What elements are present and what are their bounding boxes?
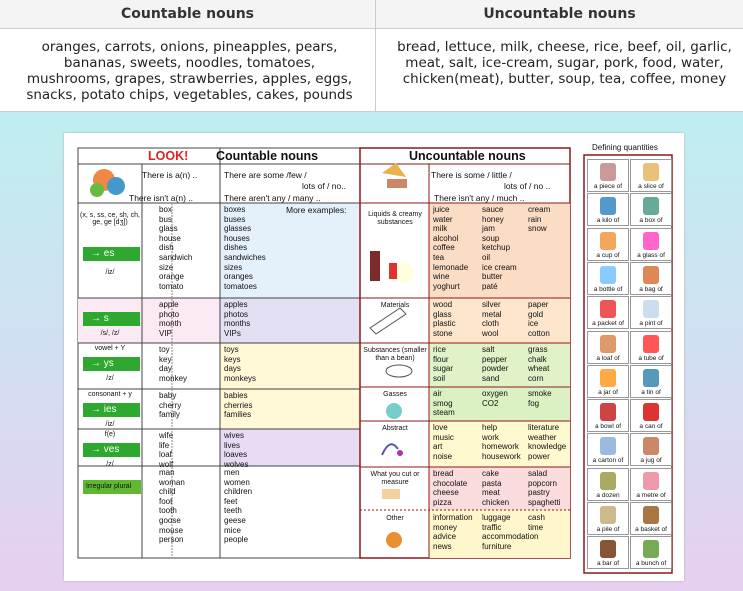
quantity-label: a slice of — [638, 183, 664, 190]
cake-picture — [382, 489, 400, 499]
category-label: Substances (smaller than a bean) — [363, 347, 427, 362]
example-col-1: information money advice news — [433, 513, 473, 551]
example-col-3: paper gold ice cotton — [528, 300, 550, 338]
quantity-label: a jug of — [640, 457, 662, 465]
quantity-icon — [600, 197, 616, 215]
singular-list: wife life loaf wolf — [159, 431, 174, 469]
quantity-icon — [643, 403, 659, 421]
example-col-2: silver metal cloth wool — [482, 300, 502, 338]
quantity-icon — [600, 335, 616, 353]
quantity-label: a packet of — [592, 320, 624, 328]
countable-list: oranges, carrots, onions, pineapples, pears, bananas, sweets, noodles, tomatoes, mushrooms, grapes, strawberries, apples, eggs, snacks, potato chips, vegetables, cakes, pounds — [26, 39, 353, 103]
plural-list: men women children feet teeth geese mice people — [224, 468, 253, 545]
quantity-icon — [600, 300, 616, 318]
money-picture — [386, 532, 402, 548]
quantity-cell — [587, 228, 629, 261]
c-lots: lots of / no.. — [302, 181, 346, 191]
plural-list: wives lives loaves wolves — [224, 431, 249, 469]
quantity-label: a basket of — [635, 526, 667, 533]
rule-tag: → ves — [83, 443, 140, 457]
quantity-label: a glass of — [637, 251, 665, 259]
rule-pronunciation: /iz/ — [105, 421, 115, 428]
example-col-1: love music art noise — [433, 423, 454, 461]
quantity-icon — [600, 437, 616, 455]
quantity-icon — [643, 472, 659, 490]
singular-list: box bus glass house dish sandwich size orange tomato — [159, 205, 193, 291]
quantity-cell — [587, 399, 629, 432]
quantity-label: a metre of — [636, 491, 666, 499]
rule-pronunciation: /s/, /z/ — [100, 330, 120, 337]
quantity-icon — [600, 403, 616, 421]
quantity-cell — [630, 399, 672, 432]
quantity-cell — [630, 228, 672, 261]
example-col-2: help work homework housework — [482, 423, 521, 461]
quantity-label: a bunch of — [635, 560, 667, 568]
example-col-3: cream rain snow — [528, 205, 551, 234]
category-label: Gasses — [383, 391, 407, 398]
quantity-cell — [630, 193, 672, 226]
example-col-3: salad popcorn pastry spaghetti — [528, 469, 561, 507]
quantity-cell — [630, 365, 672, 398]
rule-tag: → ys — [83, 357, 140, 371]
quantity-label: a cup of — [596, 251, 620, 259]
singular-list: baby cherry family — [159, 391, 182, 420]
example-col-2: luggage traffic accommodation furniture — [482, 513, 539, 551]
singular-list: toy key day monkey — [159, 345, 188, 383]
quantity-label: a can of — [639, 423, 663, 431]
bowl-picture — [386, 365, 412, 377]
quantity-icon — [600, 506, 616, 524]
rule-pronunciation: /iz/ — [105, 269, 115, 276]
c-isnt: There isn't a(n) .. — [129, 193, 193, 203]
quantity-icon — [600, 232, 616, 250]
poster-uncountable-title: Uncountable nouns — [409, 149, 526, 163]
quantity-label: a kilo of — [596, 217, 620, 225]
quantity-icon — [643, 300, 659, 318]
quantity-cell — [630, 433, 672, 466]
quantity-label: a bottle of — [593, 285, 623, 293]
quantity-icon — [643, 232, 659, 250]
example-col-3: literature weather knowledge power — [528, 423, 567, 461]
quantity-cell — [587, 331, 629, 364]
quantity-icon — [643, 506, 659, 524]
column-divider — [375, 0, 376, 112]
quantity-icon — [643, 266, 659, 284]
rule-tag: Irregular plural — [83, 480, 141, 494]
quantity-icon — [643, 369, 659, 387]
quantity-icon — [643, 437, 659, 455]
quantity-icon — [643, 540, 659, 558]
u-isnt: There isn't any / much .. — [434, 193, 525, 203]
quantity-icon — [600, 540, 616, 558]
quantity-label: a piece of — [593, 183, 623, 190]
singular-list: apple photo month VIP — [159, 300, 182, 338]
example-col-1: air smog steam — [433, 389, 455, 418]
quantity-label: a box of — [639, 217, 663, 225]
poster-countable-title: Countable nouns — [216, 149, 319, 163]
gas-picture — [386, 403, 402, 419]
quantity-icon — [643, 335, 659, 353]
c-arent: There aren't any / many .. — [224, 193, 321, 203]
example-col-3: grass chalk wheat corn — [528, 345, 550, 383]
quantity-cell — [630, 262, 672, 295]
rule-sounds: vowel + Y — [94, 345, 126, 352]
quantity-label: a bowl of — [594, 423, 622, 431]
quantity-cell — [587, 536, 629, 569]
quantity-label: a pile of — [596, 526, 620, 533]
quantity-cell — [630, 468, 672, 501]
c-is: There is a(n) .. — [142, 170, 198, 180]
rule-pronunciation: /z/ — [106, 375, 114, 382]
uncountable-list: bread, lettuce, milk, cheese, rice, beef, oil, garlic, meat, salt, ice-cream, sugar, pork, food, water, chicken(meat), butter, soup, tea, coffee, money — [397, 39, 732, 87]
countable-header: Countable nouns — [0, 0, 375, 29]
category-label: Materials — [380, 302, 410, 309]
quantity-cell — [630, 296, 672, 329]
quantity-cell — [630, 502, 672, 535]
example-col-2: salt pepper powder sand — [482, 345, 509, 383]
u-is: There is some / little / — [431, 170, 512, 180]
quantity-cell — [587, 159, 629, 192]
plural-list: apples photos months VIPs — [224, 300, 251, 338]
example-col-1: wood glass plastic stone — [433, 300, 456, 338]
quantity-cell — [587, 296, 629, 329]
quantity-icon — [600, 163, 616, 181]
category-label: Abstract — [382, 425, 408, 432]
quantity-cell — [587, 365, 629, 398]
example-col-2: oxygen CO2 — [482, 389, 508, 408]
quantity-label: a dozen — [596, 491, 620, 499]
quantity-cell — [630, 331, 672, 364]
noun-table — [0, 0, 743, 112]
rule-tag: → s — [83, 312, 140, 326]
quantity-icon — [600, 369, 616, 387]
quantities-title: Defining quantities — [592, 143, 658, 152]
quantity-label: a jar of — [598, 388, 618, 396]
quantity-cell — [587, 262, 629, 295]
quantity-cell — [587, 433, 629, 466]
rule-pronunciation: /z/ — [106, 461, 114, 468]
uncountable-header: Uncountable nouns — [376, 0, 743, 29]
rule-tag: → ies — [83, 403, 140, 417]
example-col-3: smoke fog — [528, 389, 552, 408]
quantity-cell — [587, 468, 629, 501]
quantity-label: a bag of — [639, 285, 663, 293]
quantity-cell — [630, 536, 672, 569]
c-are: There are some /few / — [224, 170, 307, 180]
look-logo: LOOK! — [148, 149, 189, 163]
quantity-icon — [600, 266, 616, 284]
more-examples: More examples: — [286, 205, 347, 215]
example-col-1: bread chocolate cheese pizza — [433, 469, 468, 507]
singular-list: man woman child foot tooth goose mouse person — [159, 468, 185, 545]
quantity-icon — [600, 472, 616, 490]
quantity-label: a tube of — [638, 354, 664, 362]
rule-sounds: consonant + y — [88, 391, 132, 398]
category-label: Other — [386, 515, 404, 522]
quantity-cell — [630, 159, 672, 192]
u-lots: lots of / no .. — [504, 181, 551, 191]
plural-list: toys keys days monkeys — [224, 345, 257, 383]
category-label: Liquids & creamy substances — [368, 211, 422, 226]
quantity-icon — [643, 197, 659, 215]
rule-sounds: f(e) — [104, 431, 116, 438]
quantity-label: a carton of — [592, 457, 624, 465]
grammar-poster — [64, 133, 684, 581]
quantity-label: a bar of — [596, 560, 620, 568]
example-col-2: sauce honey jam soup ketchup oil ice cream butter paté — [482, 205, 517, 291]
example-col-1: rice flour sugar soil — [433, 345, 454, 383]
category-label: What you cut or measure — [370, 471, 420, 486]
quantity-label: a tin of — [641, 388, 661, 396]
quantity-label: a pint of — [639, 320, 663, 328]
example-col-2: cake pasta meat chicken — [482, 469, 510, 507]
quantity-label: a loaf of — [596, 354, 620, 362]
plural-list: babies cherries families — [224, 391, 253, 420]
plural-list: boxes buses glasses houses dishes sandwiches sizes oranges tomatoes — [224, 205, 266, 291]
rule-tag: → es — [83, 247, 140, 261]
quantity-cell — [587, 502, 629, 535]
example-col-1: juice water milk alcohol coffee tea lemonade wine yoghurt — [433, 205, 469, 291]
example-col-3: cash time — [528, 513, 545, 532]
quantity-cell — [587, 193, 629, 226]
quantity-icon — [643, 163, 659, 181]
rule-sounds: (x, s, ss, ce, sh, ch, ge, ge [dʒ]) — [80, 212, 140, 226]
